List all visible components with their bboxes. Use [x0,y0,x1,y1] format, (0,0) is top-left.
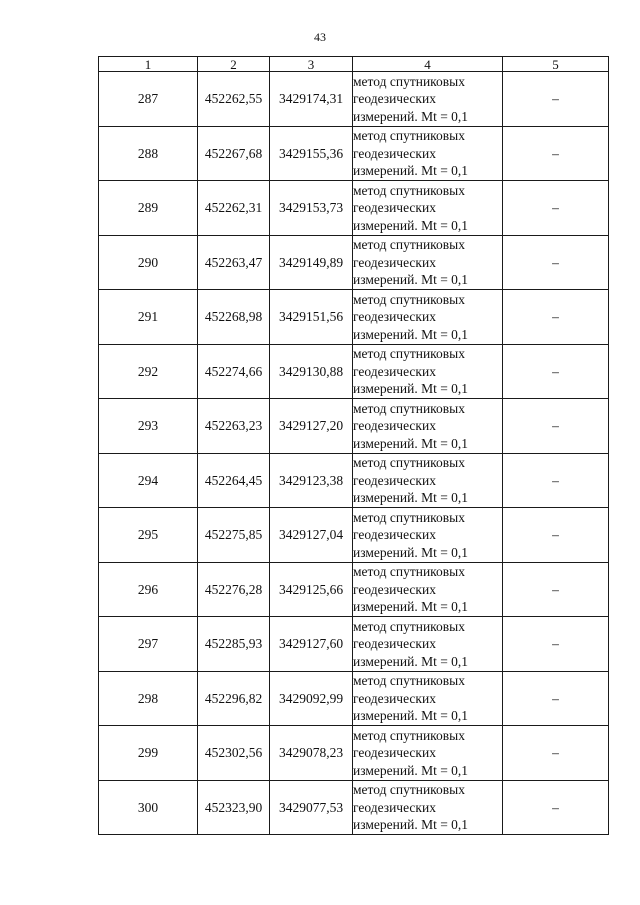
coordinate-x: 452262,31 [198,181,270,236]
method-line: метод спутниковых [353,128,465,143]
column-header-1: 1 [99,57,198,72]
method-line: метод спутниковых [353,291,465,307]
table-row [99,562,609,617]
note-cell: – [503,181,609,236]
table-row [99,126,609,181]
method-cell [353,617,503,672]
table-row [99,780,609,835]
table-row [99,235,609,290]
method-line: геодезических [353,200,436,215]
point-number: 289 [99,181,198,236]
column-header-3: 3 [270,57,353,72]
point-number: 300 [99,780,198,835]
method-line: метод спутниковых [353,346,465,361]
method-line: геодезических [353,309,436,324]
table-row [99,344,609,399]
method-cell [353,671,503,726]
method-line: измерений. Mt = 0,1 [353,217,469,233]
point-number: 290 [99,235,198,290]
coordinate-y: 3429123,38 [270,453,353,508]
coordinate-y: 3429149,89 [270,235,353,290]
method-line: измерений. Mt = 0,1 [353,381,469,396]
coordinate-y: 3429077,53 [270,780,353,835]
note-cell: – [503,780,609,835]
point-number: 296 [99,562,198,617]
method-line: геодезических [353,418,436,433]
table-row [99,399,609,454]
page-number: 43 [314,30,326,44]
coordinate-x: 452302,56 [198,726,270,781]
coordinate-x: 452276,28 [198,562,270,617]
note-cell: – [503,399,609,454]
coordinates-table [98,56,609,835]
coordinate-y: 3429125,66 [270,562,353,617]
note-cell: – [503,562,609,617]
table-row [99,508,609,563]
method-line: метод спутниковых [353,237,465,252]
point-number: 295 [99,508,198,563]
note-cell: – [503,344,609,399]
method-line: метод спутниковых [353,618,465,634]
note-cell: – [503,72,609,127]
method-cell [353,453,503,508]
method-cell [353,344,503,399]
method-line: метод спутниковых [353,564,465,579]
coordinate-x: 452267,68 [198,126,270,181]
method-line: геодезических [353,145,436,161]
coordinate-x: 452296,82 [198,671,270,726]
method-cell [353,181,503,236]
point-number: 287 [99,72,198,127]
table-row [99,453,609,508]
method-line: измерений. Mt = 0,1 [353,163,469,178]
point-number: 294 [99,453,198,508]
coordinate-x: 452285,93 [198,617,270,672]
table-header-row [99,57,609,72]
note-cell: – [503,671,609,726]
note-cell: – [503,726,609,781]
coordinate-x: 452263,47 [198,235,270,290]
table-row [99,72,609,127]
method-line: метод спутниковых [353,73,465,89]
method-line: геодезических [353,472,436,488]
method-cell [353,780,503,835]
note-cell: – [503,617,609,672]
method-line: измерений. Mt = 0,1 [353,490,469,505]
method-cell [353,72,503,127]
method-line: метод спутниковых [353,509,465,525]
method-cell [353,290,503,345]
method-line: измерений. Mt = 0,1 [353,762,469,778]
method-line: геодезических [353,363,436,379]
note-cell: – [503,126,609,181]
method-line: метод спутниковых [353,455,465,470]
table-row [99,181,609,236]
method-line: измерений. Mt = 0,1 [353,817,469,832]
method-line: геодезических [353,91,436,106]
method-line: измерений. Mt = 0,1 [353,272,469,287]
method-line: геодезических [353,581,436,597]
point-number: 298 [99,671,198,726]
point-number: 293 [99,399,198,454]
coordinate-y: 3429078,23 [270,726,353,781]
note-cell: – [503,235,609,290]
coordinate-x: 452274,66 [198,344,270,399]
table-row [99,671,609,726]
coordinate-y: 3429127,04 [270,508,353,563]
coordinate-y: 3429127,20 [270,399,353,454]
method-line: измерений. Mt = 0,1 [353,599,469,614]
note-cell: – [503,508,609,563]
point-number: 297 [99,617,198,672]
coordinate-y: 3429174,31 [270,72,353,127]
method-line: метод спутниковых [353,782,465,797]
method-line: метод спутниковых [353,400,465,416]
method-line: геодезических [353,745,436,760]
method-line: метод спутниковых [353,727,465,743]
method-line: метод спутниковых [353,673,465,688]
point-number: 288 [99,126,198,181]
method-line: геодезических [353,254,436,270]
method-line: измерений. Mt = 0,1 [353,435,469,451]
coordinate-y: 3429127,60 [270,617,353,672]
method-line: метод спутниковых [353,182,465,198]
note-cell: – [503,453,609,508]
coordinate-y: 3429153,73 [270,181,353,236]
method-line: измерений. Mt = 0,1 [353,708,469,723]
column-header-5: 5 [503,57,609,72]
coordinate-y: 3429151,56 [270,290,353,345]
coordinate-x: 452262,55 [198,72,270,127]
coordinate-y: 3429092,99 [270,671,353,726]
coordinate-y: 3429155,36 [270,126,353,181]
point-number: 299 [99,726,198,781]
table-row [99,617,609,672]
method-cell [353,562,503,617]
method-cell [353,726,503,781]
method-line: геодезических [353,527,436,542]
coordinate-x: 452268,98 [198,290,270,345]
note-cell: – [503,290,609,345]
column-header-2: 2 [198,57,270,72]
point-number: 291 [99,290,198,345]
method-cell [353,126,503,181]
method-cell [353,235,503,290]
table-row [99,726,609,781]
table-row [99,290,609,345]
method-cell [353,399,503,454]
coordinate-x: 452263,23 [198,399,270,454]
method-line: геодезических [353,636,436,651]
coordinate-y: 3429130,88 [270,344,353,399]
method-line: геодезических [353,690,436,706]
method-line: измерений. Mt = 0,1 [353,653,469,669]
coordinate-x: 452323,90 [198,780,270,835]
method-line: геодезических [353,799,436,815]
method-line: измерений. Mt = 0,1 [353,108,469,124]
column-header-4: 4 [353,57,503,72]
point-number: 292 [99,344,198,399]
method-cell [353,508,503,563]
coordinate-x: 452275,85 [198,508,270,563]
method-line: измерений. Mt = 0,1 [353,326,469,342]
method-line: измерений. Mt = 0,1 [353,544,469,560]
coordinate-x: 452264,45 [198,453,270,508]
